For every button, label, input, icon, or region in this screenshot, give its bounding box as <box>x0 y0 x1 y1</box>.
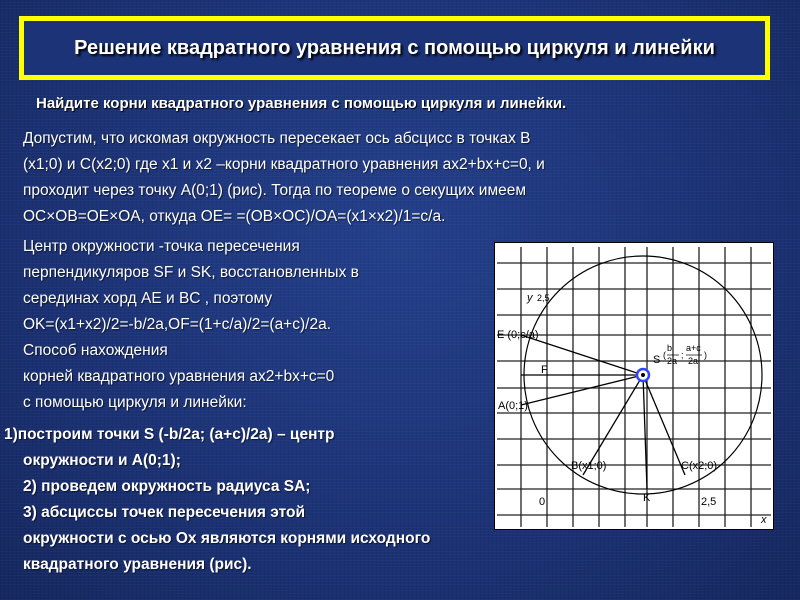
step-line: окружности и A(0;1); <box>23 452 181 469</box>
paragraph-line: проходит через точку A(0;1) (рис). Тогда по теореме о секущих имеем <box>23 182 527 199</box>
center-line: перпендикуляров SF и SK, восстановленных в <box>23 264 359 281</box>
center-line: Способ нахождения <box>23 342 168 359</box>
step-line: 3) абсциссы точек пересечения этой <box>23 504 306 521</box>
label-s-y-den: 2a <box>688 356 699 366</box>
step-line: квадратного уравнения (рис). <box>23 556 252 573</box>
step-line: 1)построим точки S (-b/2a; (a+c)/2a) – центр <box>4 426 335 443</box>
center-line: с помощью циркуля и линейки: <box>23 394 247 411</box>
label-s-close: ) <box>704 350 707 360</box>
paragraph-line: (x1;0) и C(x2;0) где x1 и x2 –корни квадратного уравнения ax2+bx+c=0, и <box>23 156 545 173</box>
label-k: K <box>643 492 651 504</box>
label-s-x-den: 2a <box>667 356 678 366</box>
label-y: y <box>527 292 533 304</box>
figure-svg <box>495 243 773 529</box>
center-line: Центр окружности -точка пересечения <box>23 238 300 255</box>
construction-figure <box>494 242 774 530</box>
label-x: x <box>761 514 767 526</box>
step-line: окружности с осью Ох являются корнями исходного <box>23 530 431 547</box>
slide-title: Решение квадратного уравнения с помощью циркуля и линейки <box>74 37 715 59</box>
label-s-open: ( <box>663 350 666 360</box>
center-line: OK=(x1+x2)/2=-b/2a,OF=(1+c/a)/2=(a+c)/2a. <box>23 316 332 333</box>
label-a: A(0;1) <box>498 400 528 412</box>
label-y-value: 2,5 <box>537 293 550 303</box>
label-x-value: 2,5 <box>701 496 717 508</box>
center-dot <box>641 373 645 377</box>
label-f: F <box>541 364 548 376</box>
paragraph-line: OC×OB=OE×OA, откуда OE= =(OB×OC)/OA=(x1×x2)/1=c/a. <box>23 208 446 225</box>
center-line: корней квадратного уравнения ax2+bx+c=0 <box>23 368 335 385</box>
label-c: C(x2;0) <box>681 460 718 472</box>
label-s-sep: ; <box>681 350 684 360</box>
paragraph-line: Допустим, что искомая окружность пересекает ось абсцисс в точках B <box>23 130 531 147</box>
slide-subtitle: Найдите корни квадратного уравнения с помощью циркуля и линейки. <box>36 95 567 112</box>
title-box <box>19 16 770 80</box>
label-s-x-num: b <box>667 343 673 353</box>
center-line: серединах хорд AE и BC , поэтому <box>23 290 273 307</box>
segment-sc <box>643 375 685 475</box>
label-b: B(x1;0) <box>571 460 607 472</box>
label-s: S <box>653 354 661 366</box>
label-o: 0 <box>539 496 546 508</box>
step-line: 2) проведем окружность радиуса SA; <box>23 478 311 495</box>
grid-lines <box>497 247 771 527</box>
label-s-y-num: a+c <box>686 343 701 353</box>
label-e: E (0;c/a) <box>497 329 539 341</box>
